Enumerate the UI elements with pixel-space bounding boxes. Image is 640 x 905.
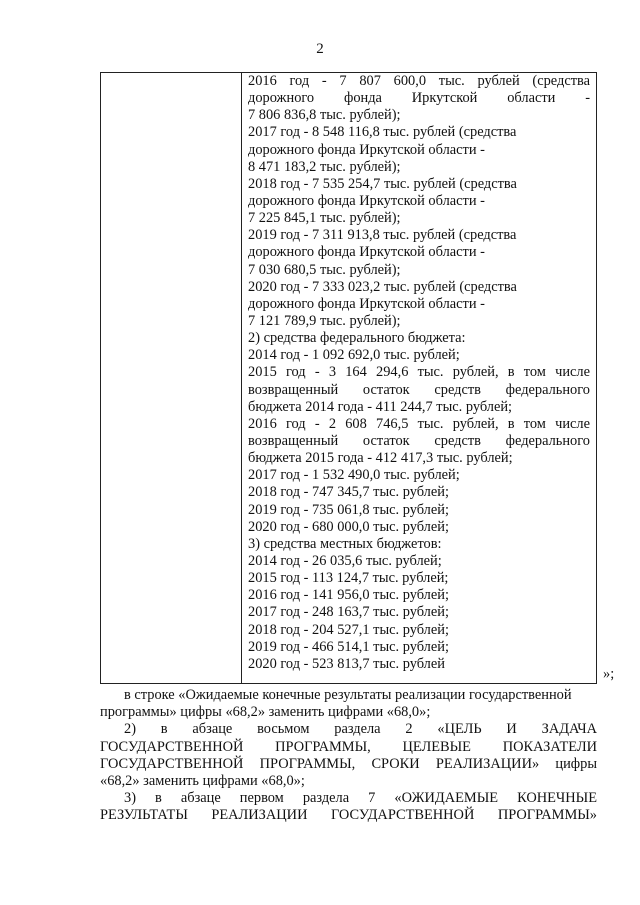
table-line: 7 030 680,5 тыс. рублей); bbox=[248, 261, 401, 278]
table-line: 2020 год - 680 000,0 тыс. рублей; bbox=[248, 518, 449, 535]
table-line: 2019 год - 735 061,8 тыс. рублей; bbox=[248, 501, 449, 518]
table-line: 8 471 183,2 тыс. рублей); bbox=[248, 158, 401, 175]
paragraph-line: программы» цифры «68,2» заменить цифрами «68,0»; bbox=[100, 704, 431, 721]
table-line: возвращенный остаток средств федерального bbox=[248, 432, 590, 449]
table-line: 7 121 789,9 тыс. рублей); bbox=[248, 312, 401, 329]
table-line: 2016 год - 7 807 600,0 тыс. рублей (средства bbox=[248, 73, 590, 89]
table-line: дорожного фонда Иркутской области - bbox=[248, 90, 590, 107]
paragraph-line: 2) в абзаце восьмом раздела 2 «ЦЕЛЬ И ЗАДАЧА bbox=[124, 721, 597, 738]
table-line: 2015 год - 113 124,7 тыс. рублей; bbox=[248, 570, 449, 587]
table-right-cell bbox=[248, 73, 590, 673]
table-line: 2017 год - 8 548 116,8 тыс. рублей (средства bbox=[248, 124, 517, 141]
table-line: 3) средства местных бюджетов: bbox=[248, 535, 442, 552]
table-line: дорожного фонда Иркутской области - bbox=[248, 244, 485, 261]
table-line: возвращенный остаток средств федерального bbox=[248, 381, 590, 398]
paragraph-line: 3) в абзаце первом раздела 7 «ОЖИДАЕМЫЕ КОНЕЧНЫЕ bbox=[124, 790, 597, 807]
table-line: 2018 год - 7 535 254,7 тыс. рублей (средства bbox=[248, 175, 517, 192]
table-line: 2019 год - 7 311 913,8 тыс. рублей (средства bbox=[248, 227, 517, 244]
table-line: 2017 год - 1 532 490,0 тыс. рублей; bbox=[248, 467, 460, 484]
table-line: 2018 год - 747 345,7 тыс. рублей; bbox=[248, 484, 449, 501]
paragraph-line: ГОСУДАРСТВЕННОЙ ПРОГРАММЫ, ЦЕЛЕВЫЕ ПОКАЗАТЕЛИ bbox=[100, 738, 597, 755]
paragraph-line: в строке «Ожидаемые конечные результаты реализации государственной bbox=[124, 687, 572, 703]
table-line: дорожного фонда Иркутской области - bbox=[248, 295, 485, 312]
table-line: 2018 год - 204 527,1 тыс. рублей; bbox=[248, 621, 449, 638]
table-line: бюджета 2015 года - 412 417,3 тыс. рублей; bbox=[248, 450, 513, 467]
table-line: 2017 год - 248 163,7 тыс. рублей; bbox=[248, 604, 449, 621]
table-line: дорожного фонда Иркутской области - bbox=[248, 141, 485, 158]
table-line: 2020 год - 7 333 023,2 тыс. рублей (средства bbox=[248, 278, 517, 295]
paragraph-line: РЕЗУЛЬТАТЫ РЕАЛИЗАЦИИ ГОСУДАРСТВЕННОЙ ПРОГРАММЫ» bbox=[100, 807, 597, 824]
table-line: 2014 год - 26 035,6 тыс. рублей; bbox=[248, 552, 442, 569]
table-line: 2014 год - 1 092 692,0 тыс. рублей; bbox=[248, 347, 460, 364]
paragraph-line: ГОСУДАРСТВЕННОЙ ПРОГРАММЫ, СРОКИ РЕАЛИЗАЦИИ» цифры bbox=[100, 755, 597, 772]
table-line: дорожного фонда Иркутской области - bbox=[248, 192, 485, 209]
table-line: 2019 год - 466 514,1 тыс. рублей; bbox=[248, 638, 449, 655]
table-line: бюджета 2014 года - 411 244,7 тыс. рублей; bbox=[248, 398, 513, 415]
table-line: 7 806 836,8 тыс. рублей); bbox=[248, 107, 401, 124]
table-line: 2016 год - 2 608 746,5 тыс. рублей, в том числе bbox=[248, 415, 590, 432]
table-column-divider bbox=[241, 73, 242, 683]
table-line: 2016 год - 141 956,0 тыс. рублей; bbox=[248, 587, 449, 604]
table-line: 2015 год - 3 164 294,6 тыс. рублей, в том числе bbox=[248, 364, 590, 381]
page-number: 2 bbox=[316, 41, 324, 57]
table-line: 2020 год - 523 813,7 тыс. рублей bbox=[248, 655, 445, 672]
amendment-text bbox=[100, 687, 597, 825]
table-line: 2) средства федерального бюджета: bbox=[248, 330, 466, 347]
table-line: 7 225 845,1 тыс. рублей); bbox=[248, 210, 401, 227]
paragraph-line: «68,2» заменить цифрами «68,0»; bbox=[100, 772, 305, 789]
closing-quote-mark: »; bbox=[603, 666, 615, 682]
funding-table bbox=[100, 72, 597, 684]
